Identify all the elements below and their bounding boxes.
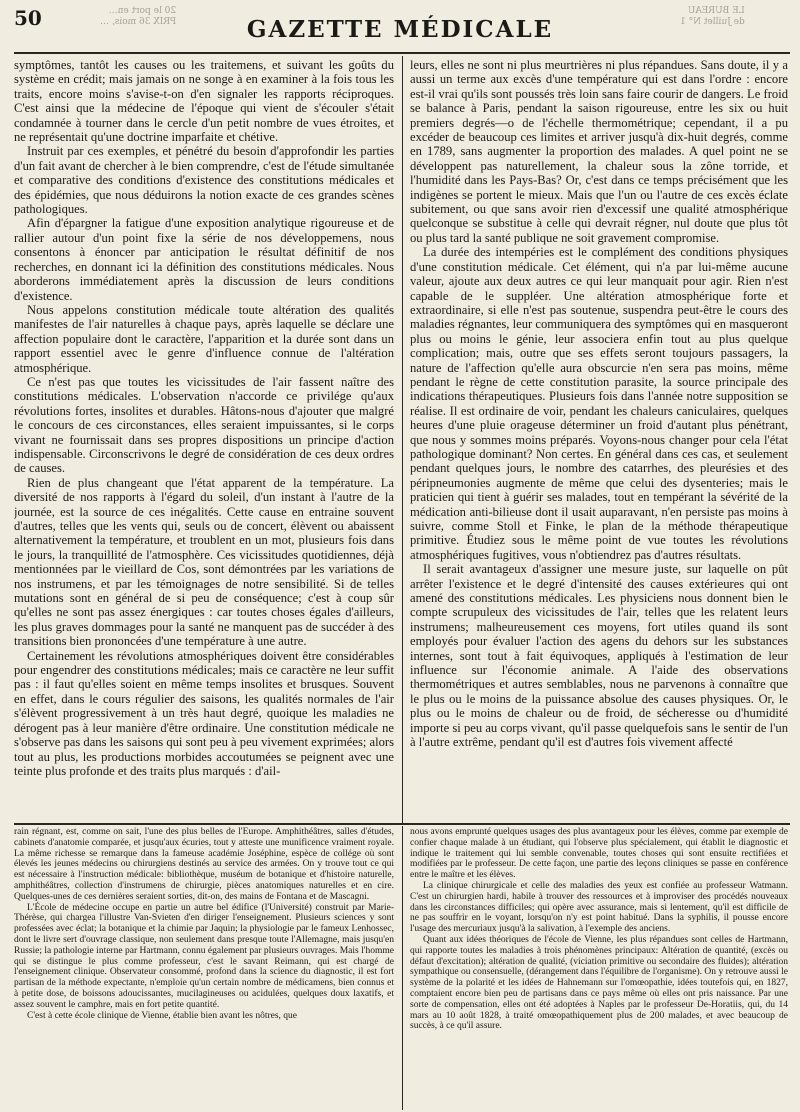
footnote-column-right	[410, 827, 788, 1109]
paragraph: Afin d'épargner la fatigue d'une exposition analytique rigoureuse et de rallier autour d'un point fixe la série de nos développemens, nous consentons à énoncer par anticipation le résultat définitif de nos recherches, en donnant ici la définition des constitutions médicales. Nous aborderons immédiatement après la discussion de leurs conditions d'existence.	[14, 216, 394, 303]
paragraph: Rien de plus changeant que l'état apparent de la température. La diversité de nos rapports à l'égard du soleil, d'un instant à l'autre de la journée, est la source de ces inégalités. Cette cause en entraine souvent d'autres, telles que les vents qui, seuls ou de concert, élèvent ou abaissent alternativement la température, et troublent en un mot, plusieurs fois dans le jours, la tranquillité de l'atmosphère. Ces vicissitudes quotidiennes, déjà mentionnées par le vieillard de Cos, sont démontrées par les variations de nos instrumens, et par les témoignages de notre sensibilité. Si de telles mutations sont en général de si peu de conséquence; c'est à coup sûr qu'elles ne sont pas assez énergiques : car toutes choses égales d'ailleurs, les plus graves dommages pour la santé ne manquent pas de succéder à des transitions bien prononcées d'une température à une autre.	[14, 475, 394, 649]
footnote-paragraph: L'École de médecine occupe en partie un autre bel édifice (l'Université) construit par Marie-Thérèse, qui chargea l'illustre Van-Svieten d'en diriger l'enseignement. Plusieurs sciences y sont professées avec éclat; la botanique et la chimie par Jaquin; la physiologie par le fameux Lenhossec, dont le livre sert d'ouvrage classique, non seulement dans presque toute l'Allemagne, mais jusqu'en Russie; la pathologie interne par Hartmann, connu également par plusieurs ouvrages. Mais l'homme qui se distingue le plus comme professeur, c'est le savant Reimann, qui est chargé de l'enseignement clinique. Observateur consommé, profond dans la science du diagnostic, il est fort partisan de la méthode expectante, n'emploie qu'un certain nombre de médicamens, bien connus et à petite dose, de boissons adoucissantes, mucilagineuses ou acidulées, quelques doux laxatifs, et assez souvent le camphre, mais en fort petite quantité.	[14, 902, 394, 1010]
paragraph: Il serait avantageux d'assigner une mesure juste, sur laquelle on pût arrêter l'existence et le degré d'intensité des causes extérieures qui ont amené des constitutions médicales. Les physiciens nous donnent bien le compte scrupuleux des vicissitudes de l'air, telles que les relatent leurs instrumens; malheureusement ces moyens, fort utiles quand ils sont employés pour évaluer l'action des agens du dehors sur les substances internes, sont tout à fait équivoques, appliqués à l'estimation de leur influence sur l'économie animale. A l'aide des observations thermométriques et autres semblables, nous ne parvenons à connaître que le plus ou le moins de la puissance absolue des causes physiques. Or, le plus ou le moins de chaleur ou de froid, de sécheresse ou d'humidité importe si peu au corps vivant, qu'il passe quelquefois sans le sentir de l'un à l'autre extrême, pendant qu'il est d'autres fois vivement affecté	[410, 562, 788, 750]
main-column-left	[14, 58, 394, 821]
footnote-paragraph: rain régnant, est, comme on sait, l'une des plus belles de l'Europe. Amphithéâtres, salles d'études, cabinets d'anatomie comparée, et jusqu'aux écuries, tout y atteste une munificence vraiment royale. La même richesse se remarque dans la fameuse académie Joséphine, espèce de collége où sont élevés les jeunes médecins ou chirurgiens destinés au service des armées. On y trouve tout ce qui est nécessaire à l'instruction médicale: bibliothèque, muséum de botanique et d'histoire naturelle, amphithéâtres, collection d'instrumens de chirurgie, pièces anatomiques naturelles et en cire. Quelques-unes de ces dernières seraient sorties, dit-on, des mains de Fontana et de Mascagni.	[14, 827, 394, 902]
footnote-rule	[14, 823, 790, 825]
footnote-paragraph: La clinique chirurgicale et celle des maladies des yeux est confiée au professeur Watmann. C'est un chirurgien hardi, habile à trouver des ressources et à improviser des procédés nouveaux dans les circonstances difficiles; qui opère avec assurance, mais si lentement, qu'il est difficile de ne pas souffrir en le voyant, lorsqu'on n'y est point habitué. Dans la syphilis, il pousse encore l'usage des mercuriaux jusqu'à la salivation, à l'exemple des anciens.	[410, 880, 788, 935]
footnote-paragraph: nous avons emprunté quelques usages des plus avantageux pour les élèves, comme par exemple de confier chaque malade à un étudiant, qui l'observe plus spécialement, qui établit le diagnostic et indique le traitement qui lui semble convenable, toutes choses qui sont ensuite rectifiées et modifiées par le professeur. De cette façon, une partie des leçons cliniques se passe en conférence entre le maître et les élèves.	[410, 827, 788, 881]
page-number: 50	[14, 6, 42, 30]
footnote-paragraph: Quant aux idées théoriques de l'école de Vienne, les plus répandues sont celles de Hartmann, qui rapporte toutes les maladies à trois phénomènes principaux: Altération de quantité, (excès ou défaut d'excitation); altération de qualité, (viciation primitive ou secondaire des fluides); altération sympathique ou consensuelle, (dérangement dans l'équilibre de l'organisme). On y retrouve aussi le système de la polarité et les idées de Hahnemann sur l'omœopathie, idées toutefois qui, en 1827, comptaient encore bien peu de partisans dans ce pays même où elles ont pris naissance. Par une sorte de compensation, elles ont été adoptées à Naples par le professeur De-Horatiis, qui, du 14 mars au 10 août 1828, à traité omœopathiquement plus de 200 malades, et avec beaucoup de succès, à ce qu'il assure.	[410, 934, 788, 1032]
main-column-right	[410, 58, 788, 821]
paragraph: symptômes, tantôt les causes ou les traitemens, et suivant les goûts du système en crédit; mais jamais on ne songe à en examiner à la fois tous les traits, encore moins s'avise-t-on d'en signaler les rapports réciproques. C'est ainsi que la médecine de l'époque qui vient de s'écouler s'était condamnée à tourner dans le cercle d'un petit nombre de vues étroites, et ne représentait qu'une doctrine imparfaite et chétive.	[14, 58, 394, 145]
footnote-column-left	[14, 827, 394, 1109]
paragraph: Instruit par ces exemples, et pénétré du besoin d'approfondir les parties d'un fait avant de chercher à le bien comprendre, c'est de l'étude simultanée et comparative des conditions d'existence des constitutions médicales et des épidémies, que nous déduirons la notion exacte de ces grandes scènes pathologiques.	[14, 144, 394, 217]
column-divider	[402, 56, 403, 823]
footnote-column-divider	[402, 826, 403, 1110]
footnote-paragraph: C'est à cette école clinique de Vienne, établie bien avant les nôtres, que	[27, 1010, 298, 1021]
paragraph: Ce n'est pas que toutes les vicissitudes de l'air fassent naître des constitutions médicales. L'observation n'accorde ce privilége qu'aux révolutions fortes, insolites et durables. Hâtons-nous d'ajouter que malgré le concours de ces circonstances, elles seraient impuissantes, si le corps vivant ne fournissait dans ses propres dispositions un principe d'action indispensable. Circonscrivons le degré de considération de ces deux ordres de causes.	[14, 374, 394, 476]
masthead-title: GAZETTE MÉDICALE	[246, 16, 554, 43]
bleed-through-text-right: LE BUREAU de Juillet N° 1	[680, 6, 745, 27]
paragraph: Nous appelons constitution médicale toute altération des qualités manifestes de l'air naturelles à chaque pays, après laquelle se déclare une affection populaire dont le caractère, l'apparition et la durée sont dans un rapport essentiel avec le genre d'influence connue de l'altération atmosphérique.	[14, 302, 394, 375]
page-header	[0, 0, 800, 60]
bleed-through-text-left: 20 le port en… PRIX 36 mois, …	[100, 6, 177, 27]
paragraph: leurs, elles ne sont ni plus meurtrières ni plus répandues. Sans doute, il y a aussi un terme aux excès d'une température qui est dans l'ordre : encore est-il vrai qu'ils sont poussés très loin sans faire courir de dangers. Le froid se balance à Paris, pendant la saison rigoureuse, entre les six ou huit premiers degrés—o de l'échelle thermométrique; cependant, il a pu excéder de beaucoup ces limites et arriver jusqu'à dix-huit degrés, comme en 1789, sans augmenter la proportion des malades. A quel point ne se développent pas naturellement, la chaleur sous la zône torride, et l'humidité dans les Pays-Bas? Or, c'est dans ce temps précisément que les indigènes se portent le mieux. Mais que l'un ou l'autre de ces excès éclate subitement, ou que sans avoir rien d'excessif une qualité atmosphérique quelconque se substitue à celle qui devrait régner, nul doute que plus tôt ou plus tard la santé publique ne soit gravement compromise.	[410, 58, 788, 245]
paragraph: La durée des intempéries est le complément des conditions physiques d'une constitution médicale. Cet élément, qui n'a par lui-même aucune valeur, ajoute aux deux autres ce qui leur manquait pour agir. Rien n'est capable de le suppléer. Une altération atmosphérique forte et extraordinaire, si elle n'est pas soutenue, suspendra peut-être le cours des maladies régnantes, leur communiquera des symptômes qui en masqueront plus ou moins le génie, leur associera enfin tout au plus quelque complication; mais, outre que ses effets seront toujours passagers, la nature de l'affection qu'elle aura obscurcie n'en sera pas moins, même pendant le règne de cette constitution parasite, la source principale des indications thérapeutiques. Plusieurs fois dans l'année notre supposition se réalise. Il est ordinaire de voir, pendant les chaleurs caniculaires, quelques heures d'une pluie orageuse déterminer un froid d'autant plus pénétrant, que nous y sommes moins préparés. Voyons-nous changer pour cela l'état pathologique dominant? Non certes. En général dans ces cas, et seulement pendant quelques jours, le nombre des catarrhes, des pleurésies et des péripneumonies augmente de même que celui des dysenteries; mais le praticien qui tient à guérir ses malades, tout en tempérant la sévérité de la médication anti-bilieuse dont il usait auparavant, n'en persiste pas moins à suivre, comme Stoll et Finke, le plan de la méthode thérapeutique primitive. Étudiez sous le même point de vue toutes les révolutions atmosphériques fugitives, vous n'obtiendrez pas d'autres résultats.	[410, 245, 788, 562]
paragraph: Certainement les révolutions atmosphériques doivent être considérables pour engendrer des constitutions médicales; mais ce caractère ne leur suffit pas : il faut qu'elles soient en même temps insolites et brusques. Souvent en effet, dans le cours régulier des saisons, les qualités normales de l'air s'élèvent progressivement à un très haut degré, quoique les maladies ne dérogent pas à leur manière d'être ordinaire. Une constitution médicale ne s'observe pas dans les saisons qui sont peu à peu vivement exprimées; alors tout au plus, les productions morbides accoutumées se peignent avec une teinte plus profonde et des traits plus marqués : d'ail-	[14, 648, 394, 778]
header-rule	[14, 52, 790, 54]
